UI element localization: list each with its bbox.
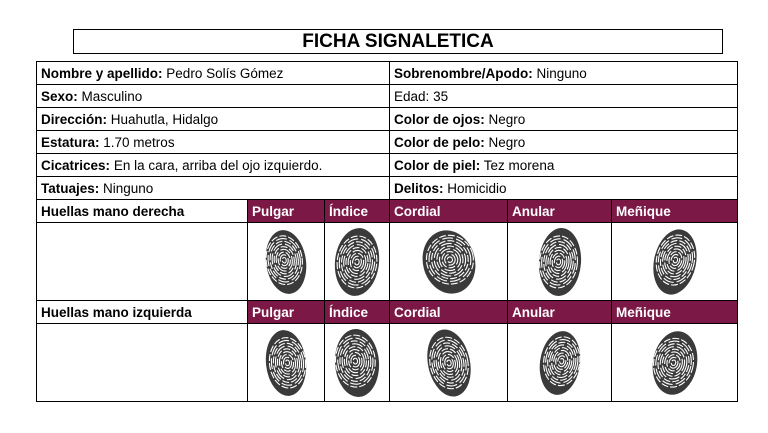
cell-edad	[390, 85, 738, 108]
cell-ojos	[390, 108, 738, 131]
right-hand-label: Huellas mano derecha	[37, 200, 248, 223]
row-sexo	[37, 85, 738, 108]
cell-estatura	[37, 131, 390, 154]
right-print-cell	[325, 223, 390, 301]
right-finger-anular: Anular	[508, 200, 612, 223]
row-nombre	[37, 62, 738, 85]
cell-sobrenombre	[390, 62, 738, 85]
pelo-value: Negro	[488, 134, 526, 150]
page-title: FICHA SIGNALETICA	[73, 29, 723, 54]
fingerprint-icon	[325, 224, 389, 300]
right-print-cell	[612, 223, 738, 301]
fingerprint-icon	[390, 224, 507, 300]
row-direccion	[37, 108, 738, 131]
sexo-label: Sexo:	[41, 88, 78, 104]
cicatrices-label: Cicatrices:	[41, 157, 111, 173]
fingerprint-icon	[508, 224, 611, 300]
identification-sheet	[36, 61, 738, 402]
cicatrices-value: En la cara, arriba del ojo izquierdo.	[113, 157, 323, 173]
left-finger-menique: Meñique	[612, 301, 738, 324]
fingerprint-icon	[508, 325, 611, 401]
direccion-value: Huahutla, Hidalgo	[110, 111, 219, 127]
sobrenombre-value: Ninguno	[536, 65, 587, 81]
left-finger-anular: Anular	[508, 301, 612, 324]
edad-label: Edad:	[394, 88, 430, 104]
fingerprint-icon	[248, 325, 324, 401]
row-cicatrices	[37, 154, 738, 177]
right-print-cell	[508, 223, 612, 301]
cell-direccion	[37, 108, 390, 131]
left-hand-header-row	[37, 301, 738, 324]
fingerprint-icon	[612, 224, 737, 300]
cell-sexo	[37, 85, 390, 108]
cell-tatuajes	[37, 177, 390, 200]
left-print-cell	[508, 324, 612, 402]
fingerprint-icon	[248, 224, 324, 300]
fingerprint-icon	[325, 325, 389, 401]
cell-pelo	[390, 131, 738, 154]
sexo-value: Masculino	[81, 88, 143, 104]
left-hand-label: Huellas mano izquierda	[37, 301, 248, 324]
right-finger-cordial: Cordial	[390, 200, 508, 223]
left-print-cell	[390, 324, 508, 402]
tatuajes-label: Tatuajes:	[41, 180, 100, 196]
sobrenombre-label: Sobrenombre/Apodo:	[394, 65, 533, 81]
fingerprint-icon	[390, 325, 507, 401]
right-hand-prints-row	[37, 223, 738, 301]
delitos-value: Homicidio	[447, 180, 507, 196]
cell-piel	[390, 154, 738, 177]
fingerprint-icon	[612, 325, 737, 401]
nombre-label: Nombre y apellido:	[41, 65, 163, 81]
ojos-label: Color de ojos:	[394, 111, 485, 127]
right-print-cell	[390, 223, 508, 301]
edad-value: 35	[433, 88, 449, 104]
left-finger-pulgar: Pulgar	[248, 301, 325, 324]
pelo-label: Color de pelo:	[394, 134, 485, 150]
left-finger-cordial: Cordial	[390, 301, 508, 324]
piel-value: Tez morena	[483, 157, 555, 173]
row-tatuajes	[37, 177, 738, 200]
nombre-value: Pedro Solís Gómez	[166, 65, 284, 81]
direccion-label: Dirección:	[41, 111, 108, 127]
row-estatura	[37, 131, 738, 154]
right-hand-header-row	[37, 200, 738, 223]
right-print-cell	[248, 223, 325, 301]
delitos-label: Delitos:	[394, 180, 444, 196]
cell-nombre	[37, 62, 390, 85]
left-print-cell	[248, 324, 325, 402]
left-hand-prints-row	[37, 324, 738, 402]
right-finger-pulgar: Pulgar	[248, 200, 325, 223]
left-finger-indice: Índice	[325, 301, 390, 324]
ojos-value: Negro	[488, 111, 526, 127]
left-hand-blank	[37, 324, 248, 402]
cell-delitos	[390, 177, 738, 200]
left-print-cell	[325, 324, 390, 402]
right-finger-menique: Meñique	[612, 200, 738, 223]
right-finger-indice: Índice	[325, 200, 390, 223]
estatura-value: 1.70 metros	[103, 134, 175, 150]
piel-label: Color de piel:	[394, 157, 481, 173]
right-hand-blank	[37, 223, 248, 301]
cell-cicatrices	[37, 154, 390, 177]
tatuajes-value: Ninguno	[103, 180, 154, 196]
estatura-label: Estatura:	[41, 134, 100, 150]
left-print-cell	[612, 324, 738, 402]
